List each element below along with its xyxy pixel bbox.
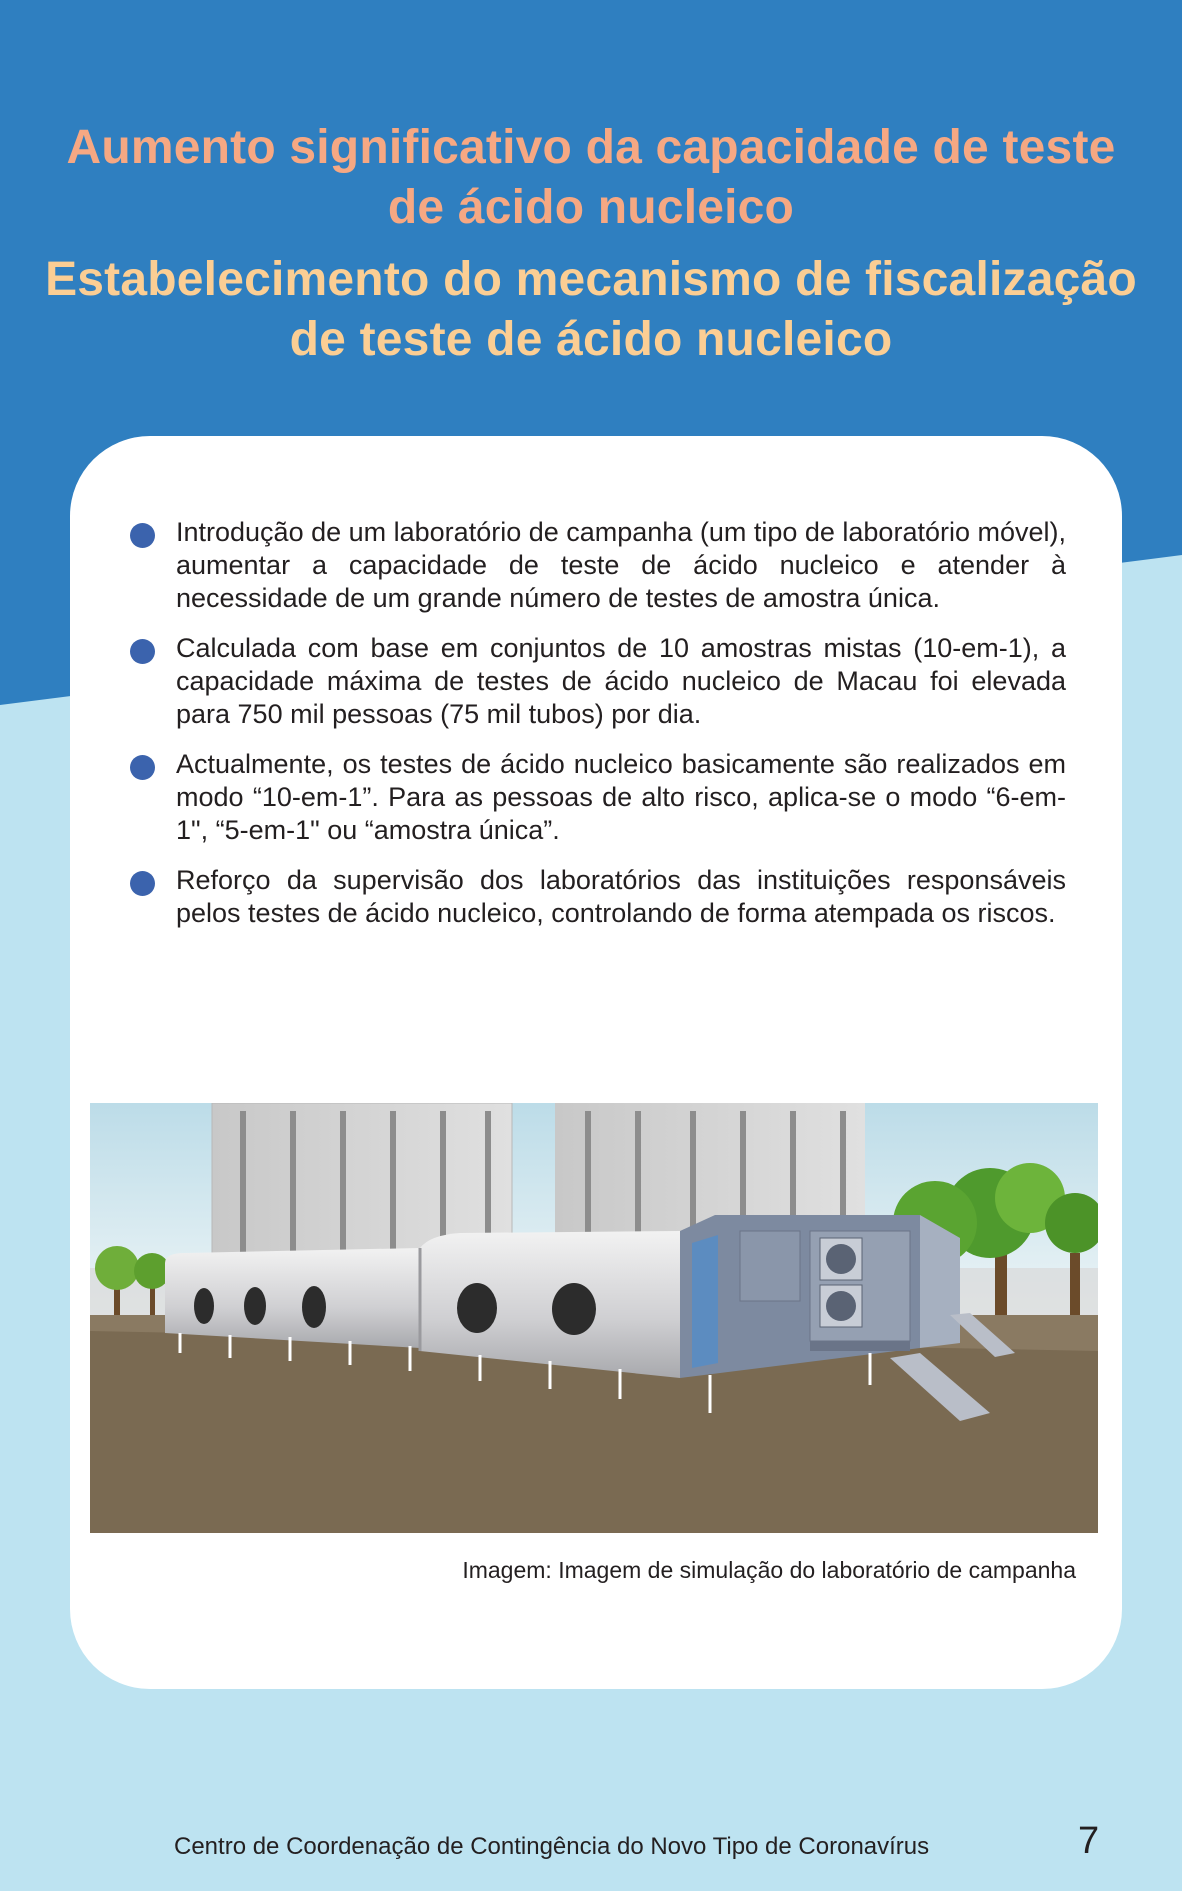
- bullet-dot-icon: [130, 523, 155, 548]
- mobile-laboratory-illustration: [90, 1103, 1098, 1533]
- bullet-dot-icon: [130, 755, 155, 780]
- bullet-text: Introdução de um laboratório de campanha (um tipo de laboratório móvel), aumentar a capacidade de teste de ácido nucleico e atender à necessidade de um grande número de testes de amostra única.: [176, 517, 1066, 613]
- list-item: [130, 632, 1066, 731]
- list-item: [130, 748, 1066, 847]
- list-item: [130, 864, 1066, 930]
- image-caption: Imagem: Imagem de simulação do laboratório de campanha: [462, 1557, 1076, 1583]
- content-card: [70, 436, 1122, 1689]
- footer-organization: Centro de Coordenação de Contingência do Novo Tipo de Coronavírus: [174, 1833, 930, 1860]
- page-title: Aumento significativo da capacidade de teste de ácido nucleico: [66, 121, 1116, 234]
- header: [40, 118, 1142, 370]
- bullet-text: Actualmente, os testes de ácido nucleico basicamente são realizados em modo “10-em-1”. Para as pessoas de alto risco, aplica-se o modo “6-em-1", “5-em-1" ou “amostra única”.: [176, 749, 1066, 845]
- page-number: 7: [1078, 1820, 1100, 1862]
- bullet-dot-icon: [130, 639, 155, 664]
- bullet-list: [130, 516, 1066, 947]
- bullet-dot-icon: [130, 871, 155, 896]
- bullet-text: Calculada com base em conjuntos de 10 amostras mistas (10-em-1), a capacidade máxima de testes de ácido nucleico de Macau foi elevada para 750 mil pessoas (75 mil tubos) por dia.: [176, 633, 1066, 729]
- list-item: [130, 516, 1066, 615]
- page-subtitle: Estabelecimento do mecanismo de fiscalização de teste de ácido nucleico: [45, 253, 1137, 366]
- bullet-text: Reforço da supervisão dos laboratórios das instituições responsáveis pelos testes de ácido nucleico, controlando de forma atempada os riscos.: [176, 865, 1066, 928]
